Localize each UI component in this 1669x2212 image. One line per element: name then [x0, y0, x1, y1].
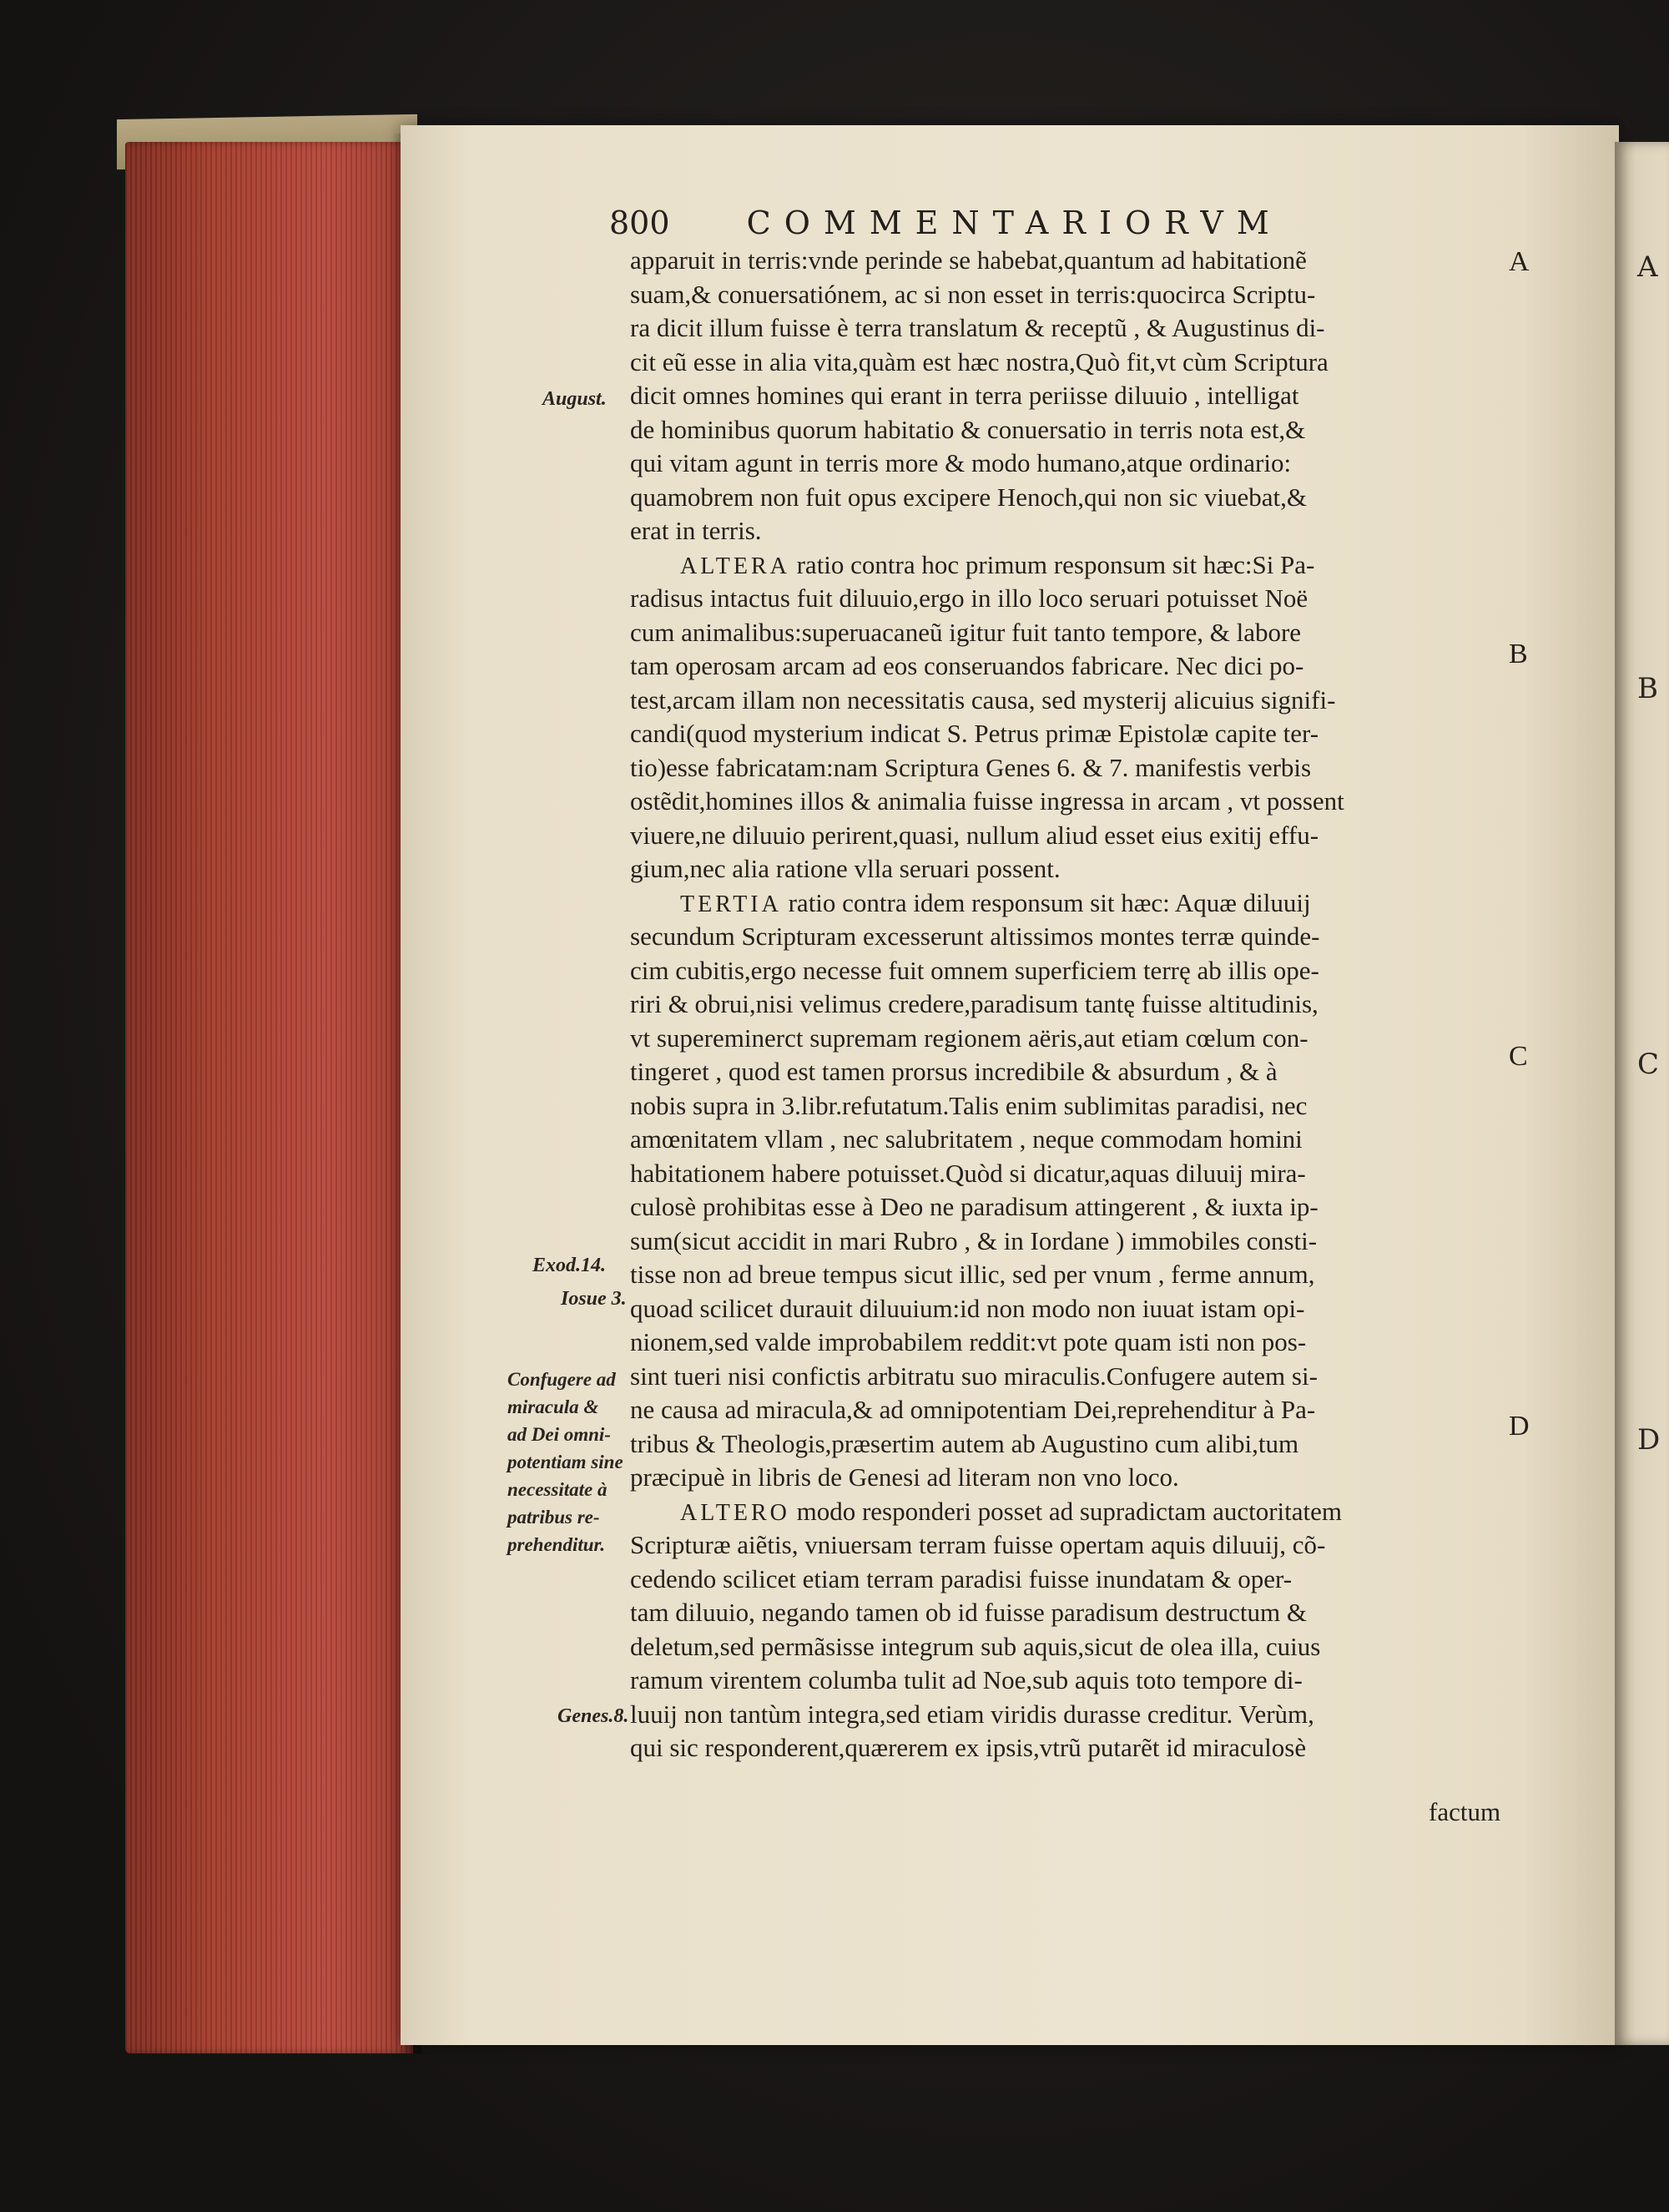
text-line: dicit omnes homines qui erant in terra periisse diluuio , intelligat — [630, 381, 1299, 410]
text-line: culosè prohibitas esse à Deo ne paradisum attingerent , & iuxta ip- — [630, 1192, 1319, 1221]
margin-note-line: prehenditur. — [507, 1534, 605, 1555]
margin-note-line: potentiam sine — [507, 1452, 623, 1472]
running-title: COMMENTARIORVM — [746, 205, 1283, 241]
facing-letter-b: B — [1637, 672, 1658, 705]
text-line: sint tueri nisi confictis arbitratu suo miraculis.Confugere autem si- — [630, 1361, 1318, 1391]
catchword: factum — [1429, 1797, 1501, 1826]
text-line: nobis supra in 3.libr.refutatum.Talis enim sublimitas paradisi, nec — [630, 1090, 1308, 1120]
text-line: ra dicit illum fuisse è terra translatum & receptũ , & Augustinus di- — [630, 313, 1325, 342]
text-line: ramum virentem columba tulit ad Noe,sub aquis toto tempore di- — [630, 1665, 1303, 1694]
facing-letter-d: D — [1637, 1423, 1661, 1457]
text-line: de hominibus quorum habitatio & conuersatio in terris nota est,& — [630, 414, 1306, 444]
paragraph-altero — [630, 1495, 1473, 1529]
text-line: qui sic responderent,quærerem ex ipsis,vtrũ putarẽt id miraculosè — [630, 1733, 1307, 1762]
section-letter-d: D — [1509, 1411, 1530, 1442]
facing-letter-c: C — [1637, 1048, 1660, 1081]
text-line: nionem,sed valde improbabilem reddit:vt pote quam isti non pos- — [630, 1327, 1307, 1356]
text-line: ratio contra hoc primum responsum sit hæc:Si Pa- — [796, 549, 1315, 579]
paragraph-tertia — [630, 886, 1473, 921]
text-line: apparuit in terris:vnde perinde se habebat,quantum ad habitationẽ — [630, 245, 1307, 275]
text-line: riri & obrui,nisi velimus credere,paradisum tantę fuisse altitudinis, — [630, 989, 1319, 1018]
text-line: erat in terris. — [630, 516, 762, 545]
running-header — [609, 205, 1283, 241]
text-line: deletum,sed permãsisse integrum sub aquis,sicut de olea illa, cuius — [630, 1631, 1321, 1661]
margin-note-confugere — [507, 1366, 633, 1558]
lead-word-altera: ALTERA — [680, 553, 790, 579]
margin-note-exod: Exod.14. — [532, 1255, 607, 1276]
section-letter-b: B — [1509, 639, 1528, 669]
section-letter-c: C — [1509, 1041, 1528, 1072]
text-line: cit eũ esse in alia vita,quàm est hæc nostra,Quò fit,vt cùm Scriptura — [630, 346, 1329, 376]
text-line: tingeret , quod est tamen prorsus incredibile & absurdum , & à — [630, 1057, 1278, 1086]
text-line: quamobrem non fuit opus excipere Henoch,qui non sic viuebat,& — [630, 482, 1307, 512]
text-line: gium,nec alia ratione vlla seruari possent. — [630, 854, 1061, 883]
margin-note-genes: Genes.8. — [557, 1705, 629, 1727]
text-line: amœnitatem vllam , nec salubritatem , neque commodam homini — [630, 1124, 1303, 1154]
paragraph-altera — [630, 548, 1473, 583]
margin-note-line: necessitate à — [507, 1479, 608, 1500]
section-letter-a: A — [1509, 246, 1530, 277]
text-line: ne causa ad miracula,& ad omnipotentiam Dei,reprehenditur à Pa- — [630, 1395, 1316, 1424]
lead-word-altero: ALTERO — [680, 1499, 790, 1526]
text-line: suam,& conuersatiónem, ac si non esset in terris:quocirca Scriptu- — [630, 279, 1316, 309]
margin-note-line: miracula & — [507, 1396, 599, 1417]
text-line: ratio contra idem responsum sit hæc: Aquæ diluuij — [788, 887, 1311, 917]
text-line: tisse non ad breue tempus sicut illic, sed per vnum , ferme annum, — [630, 1260, 1315, 1289]
text-line: præcipuè in libris de Genesi ad literam non vno loco. — [630, 1462, 1179, 1492]
lead-word-tertia: TERTIA — [680, 891, 782, 917]
text-line: secundum Scripturam excesserunt altissimos montes terræ quinde- — [630, 922, 1320, 951]
text-line: tribus & Theologis,præsertim autem ab Augustino cum alibi,tum — [630, 1428, 1299, 1458]
text-line: ostẽdit,homines illos & animalia fuisse ingressa in arcam , vt possent — [630, 786, 1344, 816]
text-line: qui vitam agunt in terris more & modo humano,atque ordinario: — [630, 448, 1292, 477]
text-line: vt supereminerct supremam regionem aëris,aut etiam cœlum con- — [630, 1023, 1308, 1053]
margin-note-line: Confugere ad — [507, 1369, 616, 1390]
facing-letter-a: A — [1637, 250, 1658, 284]
text-line: cim cubitis,ergo necesse fuit omnem superficiem terrę ab illis ope- — [630, 955, 1319, 985]
text-line: Scripturæ aiẽtis, vniuersam terram fuisse opertam aquis diluuij, cõ- — [630, 1530, 1326, 1559]
text-line: sum(sicut accidit in mari Rubro , & in Iordane ) immobiles consti- — [630, 1225, 1318, 1255]
text-line: luuij non tantùm integra,sed etiam viridis durasse creditur. Verùm, — [630, 1699, 1314, 1729]
facing-page — [1615, 142, 1669, 2045]
text-line: cum animalibus:superuacaneũ igitur fuit tanto tempore, & labore — [630, 617, 1302, 647]
text-line: quoad scilicet durauit diluuium:id non modo non iuuat istam opi- — [630, 1293, 1305, 1323]
text-line: modo responderi posset ad supradictam auctoritatem — [796, 1496, 1343, 1526]
text-line: tio)esse fabricatam:nam Scriptura Genes 6. & 7. manifestis verbis — [630, 752, 1312, 782]
text-line: tam operosam arcam ad eos conseruandos fabricare. Nec dici po- — [630, 651, 1304, 680]
text-line: tam diluuio, negando tamen ob id fuisse paradisum destructum & — [630, 1598, 1308, 1627]
text-line: cedendo scilicet etiam terram paradisi fuisse inundatam & oper- — [630, 1563, 1293, 1593]
text-line: viuere,ne diluuio perirent,quasi, nullum aliud esset eius exitij effu- — [630, 820, 1319, 850]
margin-note-line: ad Dei omni- — [507, 1424, 611, 1445]
text-line: test,arcam illam non necessitatis causa, sed mysterij alicuius signifi- — [630, 684, 1336, 715]
body-text — [630, 244, 1473, 1765]
text-line: radisus intactus fuit diluuio,ergo in illo loco seruari potuisset Noë — [630, 583, 1308, 613]
text-line: candi(quod mysterium indicat S. Petrus primæ Epistolæ capite ter- — [630, 719, 1319, 748]
page-number: 800 — [609, 205, 670, 241]
red-page-edges — [125, 142, 413, 2053]
text-line: habitationem habere potuisset.Quòd si dicatur,aquas diluuij mira- — [630, 1158, 1306, 1188]
margin-note-line: patribus re- — [507, 1507, 600, 1528]
margin-note-iosue: Iosue 3. — [561, 1288, 627, 1310]
margin-note-august: August. — [542, 388, 607, 410]
